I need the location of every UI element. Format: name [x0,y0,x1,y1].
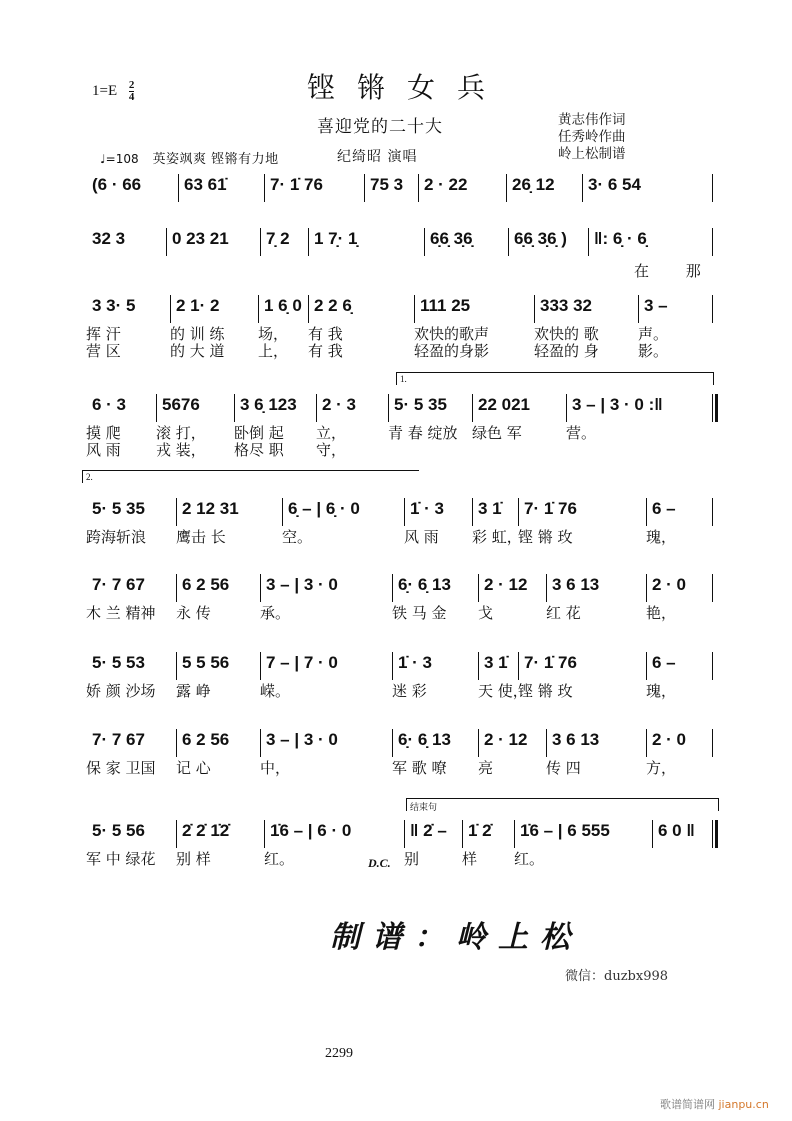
lyric: 欢快的歌声 [414,325,490,343]
notes-line [86,496,714,522]
lyric: 守， [316,441,347,459]
barline-end [712,574,713,602]
lyric: 的 大 道 [170,342,225,360]
lyric: 迷 彩 [392,682,427,700]
notes-line [86,226,714,252]
barline-end [712,295,713,323]
barline [546,729,547,757]
barline [546,574,547,602]
measure: 6 – [652,653,676,672]
measure: 1̇ · 3 [410,499,445,518]
measure: 3 – [644,296,668,315]
score-row [86,727,714,777]
barline [514,820,515,848]
score-row [86,172,714,216]
measure: 5· 5 53 [92,653,145,672]
barline [478,652,479,680]
barline [582,174,583,202]
barline [260,228,261,256]
measure: 3· 6 54 [588,175,641,194]
lyric: 红。 [514,850,545,868]
barline [652,820,653,848]
score-row [86,650,714,700]
measure: 7· 7 67 [92,730,145,749]
measure: 2 · 12 [484,730,528,749]
score-row [86,572,714,622]
measure: 2 · 0 [652,730,687,749]
performer: 纪绮昭 演唱 [337,149,418,165]
barline [566,394,567,422]
lyric: 风 雨 [404,528,439,546]
measure: 3 – | 3 · 0 [266,575,338,594]
lyric: 露 峥 [176,682,211,700]
barline-end [712,174,713,202]
barline [508,228,509,256]
measure: 7· 7 67 [92,575,145,594]
measure: 6̣· 6̣ 13 [398,575,451,594]
barline [308,228,309,256]
transcriber-credit: 岭上松制谱 [558,146,626,162]
measure: 3 – | 3 · 0 [266,730,338,749]
lyric: 别 样 [176,850,211,868]
song-subtitle: 喜迎党的二十大 [317,117,443,137]
lyric: 在 那 [634,262,717,280]
lyric: 戈 [478,604,494,622]
expression-marking: 英姿飒爽 铿锵有力地 [152,152,279,167]
lyric: 上， [258,342,289,360]
barline [534,295,535,323]
key-label: 1=E [92,82,118,99]
barline [392,574,393,602]
measure: 6̣· 6̣ 13 [398,730,451,749]
lyric: 戎 装， [156,441,206,459]
measure: 2 · 22 [424,175,468,194]
lyric: 挥 汗 [86,325,121,343]
barline [364,174,365,202]
lyric: 轻盈的身影 [414,342,490,360]
lyric: 摸 爬 [86,424,121,442]
barline [392,729,393,757]
lyric: 铁 马 金 [392,604,447,622]
barline [176,574,177,602]
lyric: 立， [316,424,347,442]
measure: 5· 5 35 [394,395,447,414]
lyric: 彩 虹， [472,528,522,546]
lyric: 铿 锵 玫 [518,528,573,546]
transcriber-signature: 制谱：岭上松 [330,920,582,955]
measure: 6 – [652,499,676,518]
lyric: 中， [260,759,291,777]
lyric: 空。 [282,528,313,546]
barline-end [712,652,713,680]
barline [264,820,265,848]
lyric: 欢快的 歌 [534,325,599,343]
barline [392,652,393,680]
barline [260,729,261,757]
composer-credit: 任秀岭作曲 [558,129,626,145]
measure: 3 – | 3 · 0 :‖ [572,395,663,414]
barline-end [712,228,713,256]
measure: 333 32 [540,296,592,315]
measure: 63 61̇ [184,175,227,194]
watermark-site: jianpu.cn [718,1098,769,1111]
barline [176,498,177,526]
measure: 6 2 56 [182,730,230,749]
notes-line [86,572,714,598]
lyric: 记 心 [176,759,211,777]
barline [264,174,265,202]
volta-bracket: 结束句 [406,798,719,811]
notes-line [86,392,714,418]
watermark-text: 歌谱简谱网 [660,1098,715,1111]
lyric: 瑰， [646,682,677,700]
lyric: 天 使， [478,682,528,700]
lyric: 有 我 [308,342,343,360]
barline [506,174,507,202]
notes-line [86,172,714,198]
lyric: 鹰击 长 [176,528,226,546]
wechat-contact: 微信：duzbx998 [565,969,669,984]
score-row [86,802,714,870]
measure: 2 1· 2 [176,296,220,315]
barline [518,498,519,526]
lyric: 声。 [638,325,669,343]
barline [462,820,463,848]
measure: 3 3· 5 [92,296,136,315]
measure: 2 · 12 [484,575,528,594]
measure: 0 23 21 [172,229,229,248]
measure: 6 2 56 [182,575,230,594]
lyric: 格尽 职 [234,441,284,459]
measure: 2 · 0 [652,575,687,594]
time-sig-top: 2 [128,79,135,91]
notes-line [86,293,714,319]
measure: 32 3 [92,229,126,248]
measure: 1̇6 – | 6 · 0 [270,821,352,840]
lyric: 风 雨 [86,441,121,459]
lyric: 嵘。 [260,682,291,700]
measure: 5 5 56 [182,653,230,672]
song-title: 铿锵女兵 [306,71,507,104]
barline [170,295,171,323]
barline [424,228,425,256]
measure: 2 12 31 [182,499,239,518]
score-row [86,226,717,280]
notes-line [86,727,714,753]
page-number: 2299 [325,1046,353,1061]
barline [646,574,647,602]
barline [282,498,283,526]
lyric: 样 [462,850,478,868]
lyric: 卧倒 起 [234,424,284,442]
lyric: 瑰， [646,528,677,546]
measure: 1̇6 – | 6 555 [520,821,610,840]
barline [258,295,259,323]
barline [646,498,647,526]
lyric: 军 中 绿花 [86,850,156,868]
lyric: 娇 颜 沙场 [86,682,156,700]
lyric: 亮 [478,759,494,777]
measure: 2 2 6̣ [314,296,352,315]
lyric: 跨海斩浪 [86,528,147,546]
barline [404,820,405,848]
measure: 7̣ 2 [266,229,290,248]
lyric: 木 兰 精神 [86,604,156,622]
da-capo-marking: D.C. [368,856,391,870]
tempo-marking [100,148,279,167]
measure: ‖ 2̇ – [410,821,447,840]
lyric: 军 歌 嘹 [392,759,447,777]
barline [588,228,589,256]
lyric: 方， [646,759,677,777]
barline [646,729,647,757]
barline [166,228,167,256]
time-sig-bottom: 4 [128,91,135,103]
lyric: 艳， [646,604,677,622]
measure: 3 6 13 [552,575,600,594]
barline-end [712,729,713,757]
barline [404,498,405,526]
measure: 6̣ – | 6̣ · 0 [288,499,360,518]
volta-bracket: 2. [82,470,419,483]
measure: 22 021 [478,395,530,414]
barline [156,394,157,422]
measure: 6 0 ‖ [658,821,695,840]
measure: 75 3 [370,175,404,194]
measure: (6 · 66 [92,175,142,194]
barline [478,574,479,602]
lyric: 青 春 绽放 [388,424,458,442]
lyric: 的 训 练 [170,325,225,343]
lyric: 轻盈的 身 [534,342,599,360]
barline [176,652,177,680]
barline [418,174,419,202]
barline [638,295,639,323]
measure: 7· 1̇ 76 [270,175,323,194]
lyric: 承。 [260,604,291,622]
measure: 26̣ 12 [512,175,555,194]
barline [478,729,479,757]
measure: 5· 5 56 [92,821,145,840]
lyric: 场， [258,325,289,343]
score-row [86,374,714,459]
barline [176,820,177,848]
measure: 1̇ 2̇ [468,821,492,840]
measure: 1̇ · 3 [398,653,433,672]
lyric: 保 家 卫国 [86,759,156,777]
lyric: 有 我 [308,325,343,343]
barline [316,394,317,422]
measure: 5676 [162,395,200,414]
barline [646,652,647,680]
measure: 6 · 3 [92,395,127,414]
measure: 5· 5 35 [92,499,145,518]
measure: 2 · 3 [322,395,357,414]
measure: 3 1̇ [478,499,502,518]
lyric: 传 四 [546,759,581,777]
lyric: 影。 [638,342,669,360]
measure: 6̣6̣ 3̣6̣ ) [514,229,567,248]
measure: ‖: 6̣ · 6̣ [594,229,647,248]
lyric: 别 [404,850,420,868]
measure: 1 7̣· 1̣ [314,229,358,248]
notes-line [86,818,714,844]
measure: 7· 1̇ 76 [524,499,577,518]
barline [388,394,389,422]
lyric: 营 区 [86,342,121,360]
lyric: 铿 锵 玫 [518,682,573,700]
lyric: 红。 [264,850,295,868]
barline [178,174,179,202]
barline [234,394,235,422]
watermark [660,1096,769,1112]
measure: 3 6 13 [552,730,600,749]
barline [308,295,309,323]
barline [472,394,473,422]
barline [472,498,473,526]
lyric: 绿色 军 [472,424,522,442]
lyric: 永 传 [176,604,211,622]
lyric: 红 花 [546,604,581,622]
tempo-value: ♩=108 [100,152,139,166]
lyricist-credit: 黄志伟作词 [558,112,626,128]
barline [518,652,519,680]
barline [260,652,261,680]
measure: 7 – | 7 · 0 [266,653,338,672]
lyric: 营。 [566,424,597,442]
measure: 111 25 [420,296,471,315]
measure: 3 6̣ 123 [240,395,297,414]
measure: 6̣6̣ 3̣6̣ [430,229,473,248]
score-row [86,472,714,546]
measure: 7· 1̇ 76 [524,653,577,672]
lyric: 滚 打， [156,424,206,442]
barline [176,729,177,757]
score-row [86,293,714,360]
notes-line [86,650,714,676]
credits [558,112,626,163]
measure: 1 6̣ 0 [264,296,302,315]
measure: 2̇ 2̇ 1̇2̇ [182,821,230,840]
barline-end [712,498,713,526]
barline-end [712,820,713,848]
volta-bracket: 1. [396,372,714,385]
barline-end [712,394,713,422]
barline [414,295,415,323]
measure: 3 1̇ [484,653,508,672]
barline [260,574,261,602]
